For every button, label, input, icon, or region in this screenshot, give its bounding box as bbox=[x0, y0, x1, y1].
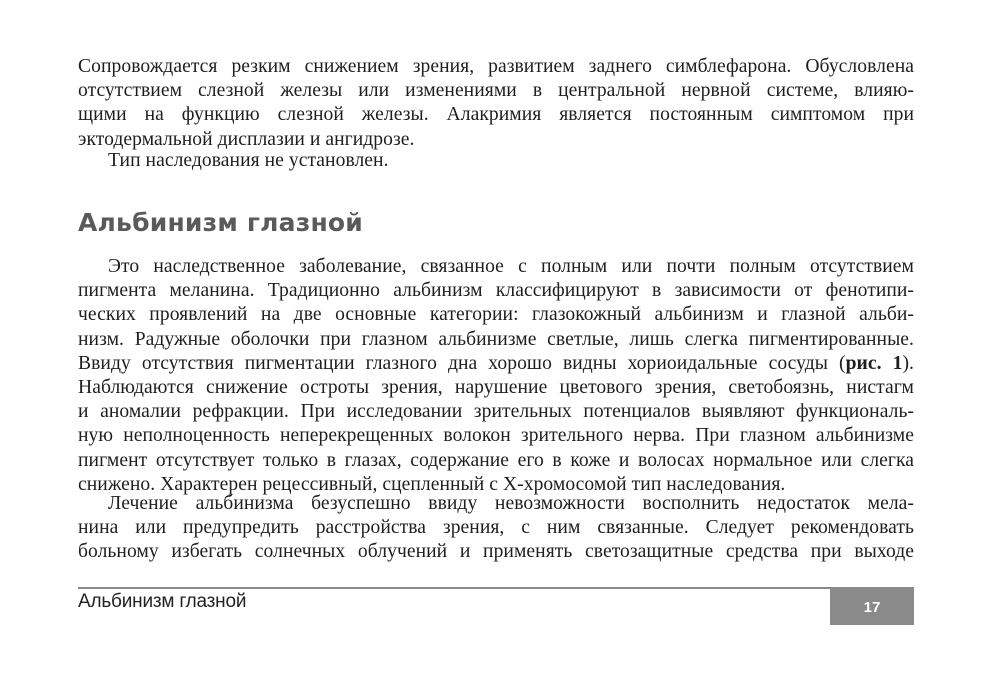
text-line: Сопровождается резким снижением зрения, развитием заднего симблефарона. Обусловлена bbox=[78, 56, 914, 77]
page-number-badge bbox=[830, 589, 914, 625]
running-title: Альбинизм глазной bbox=[78, 591, 247, 612]
page-number: 17 bbox=[863, 598, 881, 616]
text-line: пигмент отсутствует только в глазах, содержание его в коже и волосах нормальное или слегка bbox=[78, 449, 914, 471]
text-line: Это наследственное заболевание, связанное с полным или почти полным отсутствием bbox=[108, 256, 914, 277]
paragraph-inheritance bbox=[78, 149, 914, 173]
text-line: низм. Радужные оболочки при глазном альбинизме светлые, лишь слегка пигментированные. bbox=[78, 328, 914, 350]
paragraph-albinism-description bbox=[78, 255, 914, 497]
figure-ref-open: ( bbox=[839, 352, 846, 374]
text-line: ную неполноценность неперекрещенных волокон зрительного нерва. При глазном альбинизме bbox=[78, 425, 914, 447]
text-line: Тип наследования не установлен. bbox=[108, 150, 389, 171]
text-line: эктодермальной дисплазии и ангидрозе. bbox=[78, 128, 415, 150]
text-line: нина или предупредить расстройства зрения, с ним связанные. Следует рекомендовать bbox=[78, 517, 914, 539]
text-line-with-figure-ref bbox=[78, 352, 914, 376]
text-line: Лечение альбинизма безуспешно ввиду невозможности восполнить недостаток мела- bbox=[108, 493, 914, 514]
footer-divider bbox=[78, 587, 914, 589]
text-segment: Ввиду отсутствия пигментации глазного дна хорошо видны хориоидальные сосуды bbox=[78, 352, 828, 374]
figure-reference[interactable]: рис. 1 bbox=[845, 352, 903, 374]
text-line: и аномалии рефракции. При исследовании зрительных потенциалов выявляют функциональ- bbox=[78, 401, 914, 423]
text-line: пигмента меланина. Традиционно альбинизм классифицируют в зависимости от фенотипи- bbox=[78, 280, 914, 302]
text-line: ческих проявлений на две основные категории: глазокожный альбинизм и глазной альби- bbox=[78, 304, 914, 326]
paragraph-alacrimia bbox=[78, 55, 914, 152]
page bbox=[78, 0, 914, 679]
section-heading: Альбинизм глазной bbox=[78, 208, 364, 237]
text-line: Наблюдаются снижение остроты зрения, нарушение цветового зрения, светобоязнь, нистагм bbox=[78, 377, 914, 399]
paragraph-treatment bbox=[78, 492, 914, 565]
figure-ref-close: ). bbox=[902, 352, 915, 374]
text-line: щими на функцию слезной железы. Алакримия является постоянным симптомом при bbox=[78, 104, 914, 126]
text-line: отсутствием слезной железы или изменениями в центральной нервной системе, влияю- bbox=[78, 80, 914, 102]
text-line: больному избегать солнечных облучений и применять светозащитные средства при выходе bbox=[78, 541, 914, 563]
text-line: снижено. Характерен рецессивный, сцепленный с Х-хромосомой тип наследования. bbox=[78, 473, 786, 495]
